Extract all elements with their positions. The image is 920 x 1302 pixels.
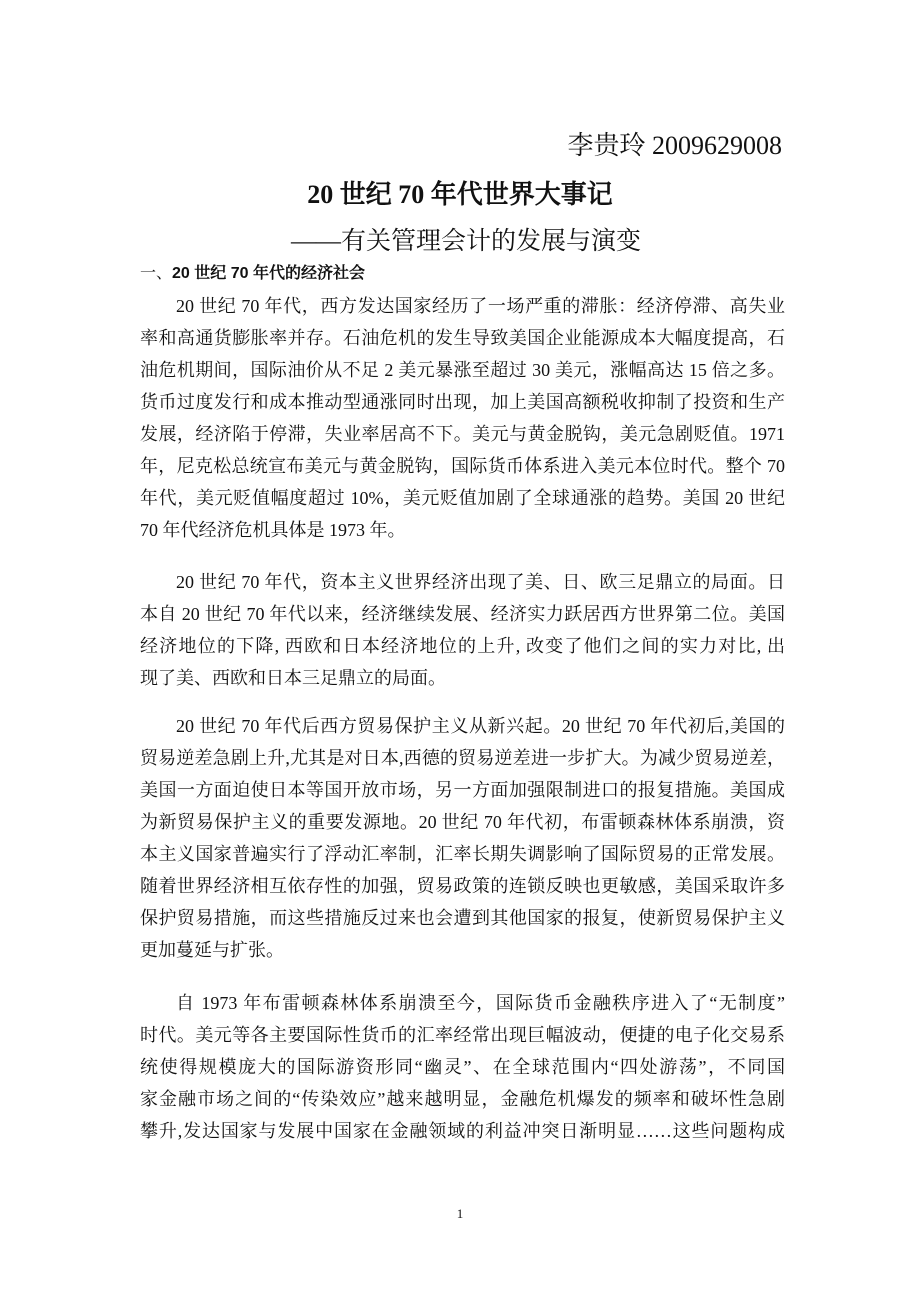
paragraph-line: 攀升,发达国家与发展中国家在金融领域的利益冲突日渐明显……这些问题构成 — [140, 1121, 785, 1141]
paragraph-line: 为新贸易保护主义的重要发源地。20 世纪 70 年代初，布雷顿森林体系崩溃，资 — [140, 812, 785, 832]
paragraph-line: 经济地位的下降, 西欧和日本经济地位的上升, 改变了他们之间的实力对比, 出 — [140, 636, 785, 656]
paragraph-2 — [140, 566, 785, 694]
paragraph-line: 家金融市场之间的“传染效应”越来越明显，金融危机爆发的频率和破坏性急剧 — [140, 1089, 785, 1109]
paragraph-3 — [140, 710, 785, 966]
paragraph-line: 年，尼克松总统宣布美元与黄金脱钩，国际货币体系进入美元本位时代。整个 70 — [140, 456, 785, 476]
paragraph-line: 自 1973 年布雷顿森林体系崩溃至今，国际货币金融秩序进入了“无制度” — [176, 993, 785, 1013]
paragraph-line: 本主义国家普遍实行了浮动汇率制，汇率长期失调影响了国际贸易的正常发展。 — [140, 844, 785, 864]
paragraph-line: 现了美、西欧和日本三足鼎立的局面。 — [140, 668, 446, 688]
paragraph-line: 20 世纪 70 年代，西方发达国家经历了一场严重的滞胀：经济停滞、高失业 — [176, 296, 785, 316]
document-title: 20 世纪 70 年代世界大事记 — [307, 180, 613, 209]
paragraph-line: 20 世纪 70 年代，资本主义世界经济出现了美、日、欧三足鼎立的局面。日 — [176, 572, 785, 592]
author-line: 李贵玲 2009629008 — [567, 131, 782, 160]
section-heading-text: 20 世纪 70 年代的经济社会 — [172, 265, 365, 282]
section-heading — [140, 263, 365, 285]
page-number: 1 — [456, 1206, 464, 1221]
paragraph-1 — [140, 290, 785, 546]
paragraph-line: 保护贸易措施，而这些措施反过来也会遭到其他国家的报复，使新贸易保护主义 — [140, 908, 785, 928]
paragraph-line: 本自 20 世纪 70 年代以来，经济继续发展、经济实力跃居西方世界第二位。美国 — [140, 604, 785, 624]
paragraph-line: 油危机期间，国际油价从不足 2 美元暴涨至超过 30 美元，涨幅高达 15 倍之多。 — [140, 360, 785, 380]
paragraph-line: 年代，美元贬值幅度超过 10%，美元贬值加剧了全球通涨的趋势。美国 20 世纪 — [140, 488, 785, 508]
paragraph-line: 货币过度发行和成本推动型通涨同时出现，加上美国高额税收抑制了投资和生产 — [140, 392, 785, 412]
paragraph-line: 20 世纪 70 年代后西方贸易保护主义从新兴起。20 世纪 70 年代初后,美国的 — [176, 716, 785, 736]
paragraph-line: 随着世界经济相互依存性的加强，贸易政策的连锁反映也更敏感，美国采取许多 — [140, 876, 785, 896]
paragraph-line: 美国一方面迫使日本等国开放市场，另一方面加强限制进口的报复措施。美国成 — [140, 780, 785, 800]
paragraph-4 — [140, 987, 785, 1147]
paragraph-line: 时代。美元等各主要国际性货币的汇率经常出现巨幅波动，便捷的电子化交易系 — [140, 1025, 785, 1045]
paragraph-line: 贸易逆差急剧上升,尤其是对日本,西德的贸易逆差进一步扩大。为减少贸易逆差， — [140, 748, 785, 768]
paragraph-line: 70 年代经济危机具体是 1973 年。 — [140, 520, 406, 540]
paragraph-line: 发展，经济陷于停滞，失业率居高不下。美元与黄金脱钩，美元急剧贬值。1971 — [140, 424, 785, 444]
paragraph-line: 更加蔓延与扩张。 — [140, 940, 284, 960]
paragraph-line: 统使得规模庞大的国际游资形同“幽灵”、在全球范围内“四处游荡”，不同国 — [140, 1057, 785, 1077]
section-heading-prefix: 一、 — [140, 265, 173, 282]
paragraph-line: 率和高通货膨胀率并存。石油危机的发生导致美国企业能源成本大幅度提高，石 — [140, 328, 785, 348]
document-subtitle: ——有关管理会计的发展与演变 — [290, 228, 641, 255]
